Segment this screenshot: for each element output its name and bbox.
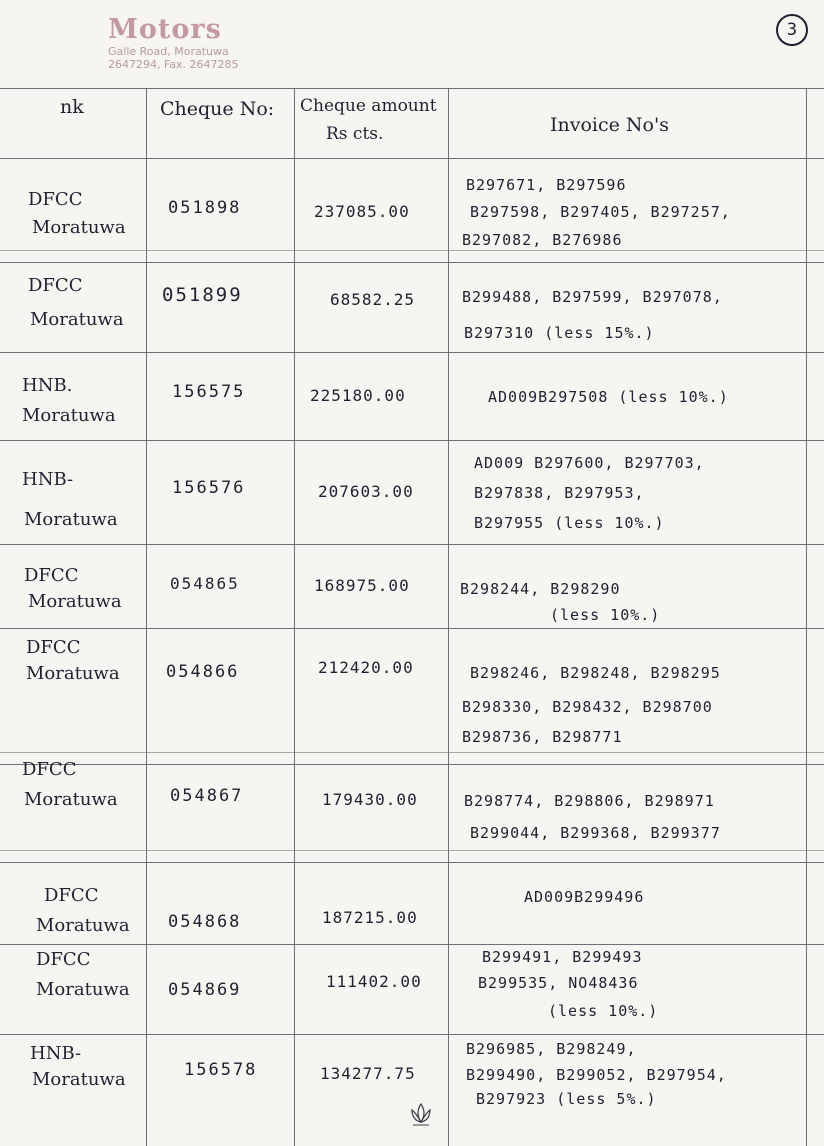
invoice-line: (less 10%.) — [548, 1002, 659, 1020]
bank-branch: Moratuwa — [24, 509, 118, 530]
invoice-line: B298736, B298771 — [462, 728, 623, 746]
invoice-line: B297671, B297596 — [466, 176, 627, 194]
column-divider — [806, 88, 807, 1146]
grid-line — [0, 862, 824, 863]
invoice-line: B298244, B298290 — [460, 580, 621, 598]
grid-line — [0, 158, 824, 159]
bank-name: DFCC — [28, 189, 83, 210]
cheque-amount: 237085.00 — [314, 202, 410, 221]
invoice-line: AD009 B297600, B297703, — [474, 454, 705, 472]
bank-branch: Moratuwa — [32, 1069, 126, 1090]
bank-branch: Moratuwa — [28, 591, 122, 612]
invoice-line: B297082, B276986 — [462, 231, 623, 249]
bank-branch: Moratuwa — [30, 309, 124, 330]
cheque-amount: 179430.00 — [322, 790, 418, 809]
header-cheque-amount: Cheque amount — [300, 96, 437, 116]
page-number: 3 — [776, 14, 808, 46]
invoice-line: B298330, B298432, B298700 — [462, 698, 713, 716]
lotus-logo-icon — [406, 1100, 436, 1130]
bank-name: HNB- — [30, 1043, 82, 1064]
grid-line — [0, 850, 824, 851]
header-cheque-no: Cheque No: — [160, 98, 275, 120]
invoice-line: B297955 (less 10%.) — [474, 514, 665, 532]
cheque-amount: 111402.00 — [326, 972, 422, 991]
invoice-line: AD009B297508 (less 10%.) — [488, 388, 729, 406]
header-bank: nk — [60, 96, 84, 118]
company-name: Motors — [108, 14, 222, 45]
grid-line — [0, 944, 824, 945]
grid-line — [0, 628, 824, 629]
cheque-number: 156575 — [172, 382, 246, 402]
invoice-line: B299535, NO48436 — [478, 974, 639, 992]
bank-branch: Moratuwa — [36, 979, 130, 1000]
grid-line — [0, 250, 824, 251]
column-divider — [448, 88, 449, 1146]
bank-name: DFCC — [24, 565, 79, 586]
cheque-amount: 225180.00 — [310, 386, 406, 405]
company-address: Galle Road, Moratuwa — [108, 45, 229, 58]
cheque-amount: 207603.00 — [318, 482, 414, 501]
invoice-line: B299488, B297599, B297078, — [462, 288, 723, 306]
grid-line — [0, 764, 824, 765]
column-divider — [146, 88, 147, 1146]
cheque-number: 054869 — [168, 980, 242, 1000]
cheque-number: 156576 — [172, 478, 246, 498]
invoice-line: B299491, B299493 — [482, 948, 643, 966]
bank-name: DFCC — [44, 885, 99, 906]
company-phone: 2647294, Fax. 2647285 — [108, 58, 239, 71]
bank-name: DFCC — [36, 949, 91, 970]
cheque-amount: 212420.00 — [318, 658, 414, 677]
invoice-line: B298774, B298806, B298971 — [464, 792, 715, 810]
column-divider — [294, 88, 295, 1146]
bank-branch: Moratuwa — [36, 915, 130, 936]
cheque-amount: 68582.25 — [330, 290, 416, 309]
grid-line — [0, 752, 824, 753]
cheque-number: 054866 — [166, 662, 240, 682]
bank-branch: Moratuwa — [26, 663, 120, 684]
cheque-number: 051898 — [168, 198, 242, 218]
invoice-line: B297923 (less 5%.) — [476, 1090, 657, 1108]
invoice-line: AD009B299496 — [524, 888, 645, 906]
letterhead — [108, 14, 338, 71]
cheque-number: 054868 — [168, 912, 242, 932]
cheque-number: 051899 — [162, 284, 243, 306]
header-amount-units: Rs cts. — [326, 124, 384, 144]
invoice-line: B297598, B297405, B297257, — [470, 203, 731, 221]
grid-line — [0, 262, 824, 263]
grid-line — [0, 544, 824, 545]
invoice-line: B299490, B299052, B297954, — [466, 1066, 727, 1084]
invoice-line: B297838, B297953, — [474, 484, 645, 502]
grid-line — [0, 440, 824, 441]
invoice-line: B298246, B298248, B298295 — [470, 664, 721, 682]
bank-name: DFCC — [26, 637, 81, 658]
invoice-line: (less 10%.) — [550, 606, 661, 624]
grid-line — [0, 1034, 824, 1035]
bank-name: DFCC — [22, 759, 77, 780]
bank-branch: Moratuwa — [24, 789, 118, 810]
invoice-line: B296985, B298249, — [466, 1040, 637, 1058]
cheque-number: 156578 — [184, 1060, 258, 1080]
cheque-amount: 134277.75 — [320, 1064, 416, 1083]
bank-branch: Moratuwa — [32, 217, 126, 238]
bank-name: HNB. — [22, 375, 73, 396]
grid-line — [0, 352, 824, 353]
bank-branch: Moratuwa — [22, 405, 116, 426]
grid-line — [0, 88, 824, 89]
bank-name: DFCC — [28, 275, 83, 296]
invoice-line: B299044, B299368, B299377 — [470, 824, 721, 842]
invoice-line: B297310 (less 15%.) — [464, 324, 655, 342]
cheque-amount: 168975.00 — [314, 576, 410, 595]
header-invoice-nos: Invoice No's — [550, 114, 669, 136]
cheque-amount: 187215.00 — [322, 908, 418, 927]
cheque-number: 054867 — [170, 786, 244, 806]
cheque-number: 054865 — [170, 574, 240, 593]
bank-name: HNB- — [22, 469, 74, 490]
